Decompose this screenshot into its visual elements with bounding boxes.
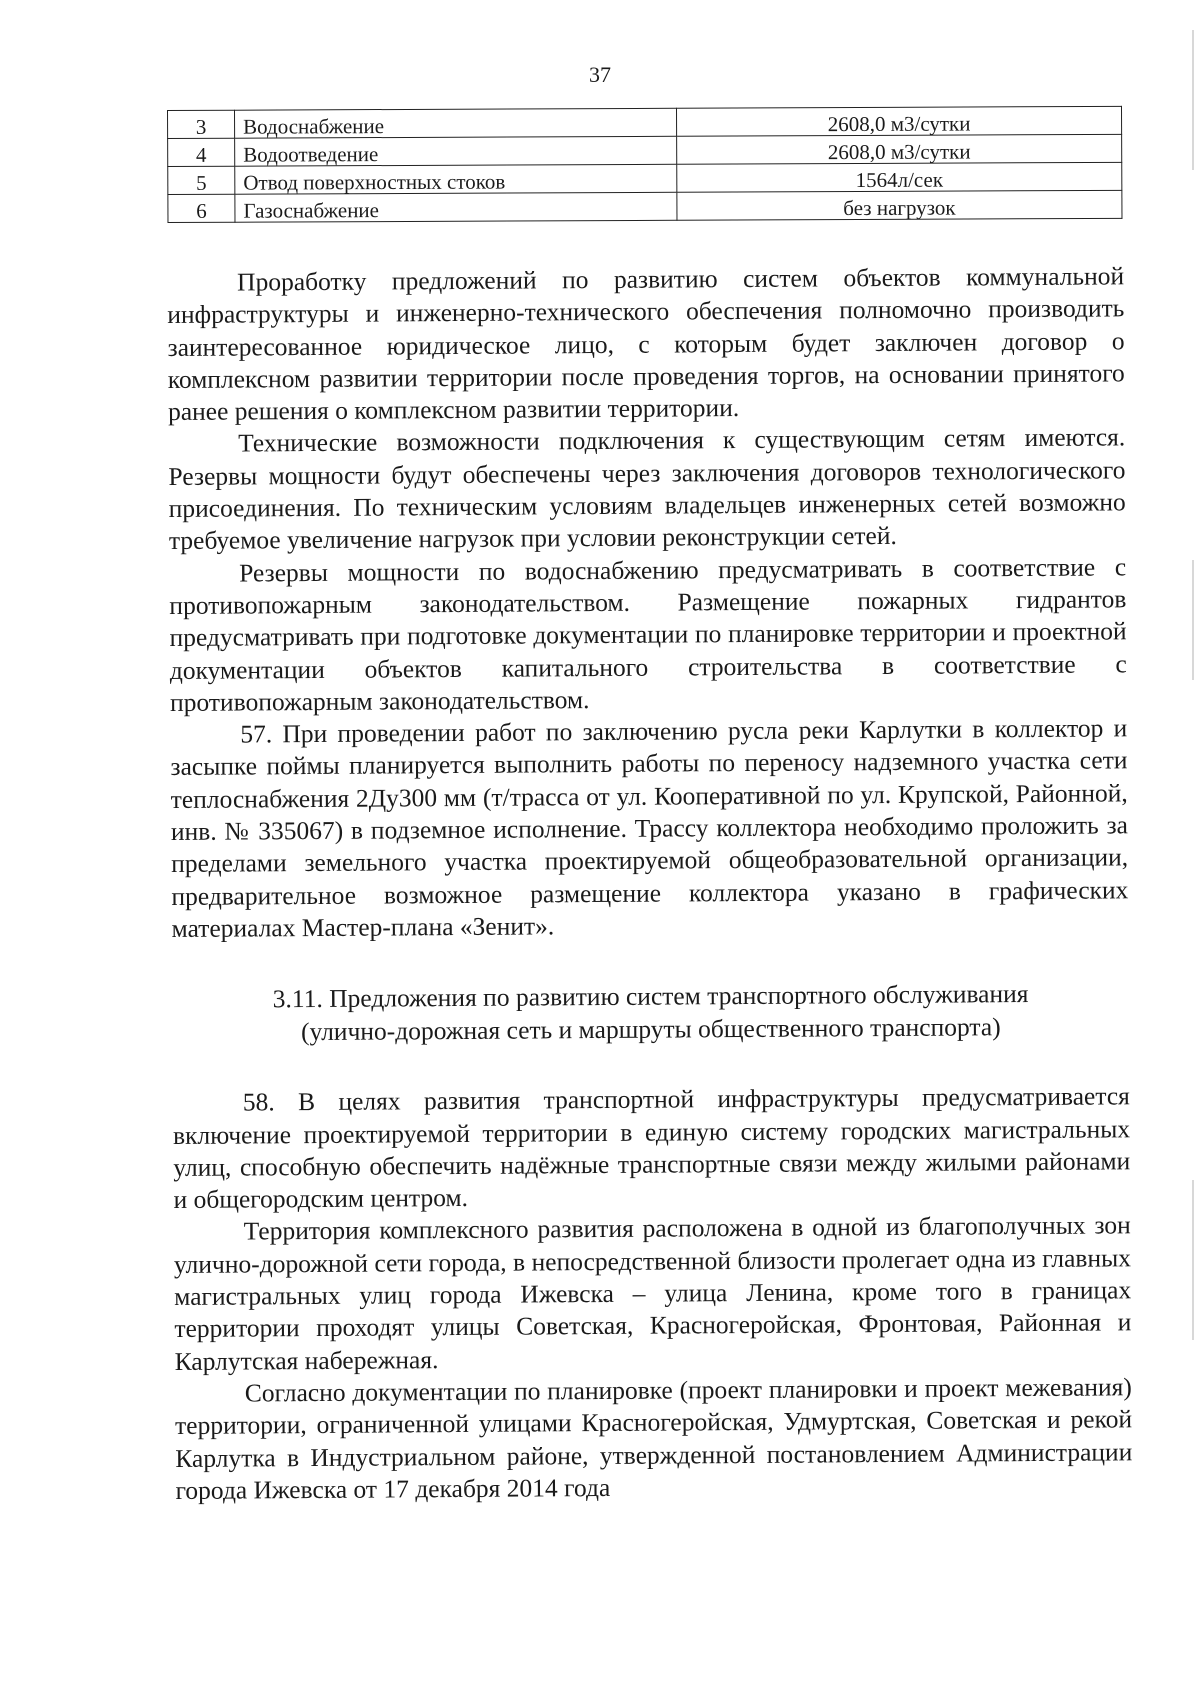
table-row [168,134,1122,166]
row-value: 1564л/сек [677,162,1122,192]
row-number: 3 [168,110,235,138]
scan-edge-mark [1192,560,1194,680]
table-row [168,162,1122,194]
paragraph: 58. В целях развития транспортной инфраструктуры предусматривается включение проектируемой территории в единую систему городских магистральных улиц, способную обеспечить надёжные транспортные связи между жилыми районами и общегородским центром. [172,1081,1131,1215]
scan-edge-mark [1192,1180,1194,1340]
scan-edge-mark [1192,30,1194,170]
row-value: 2608,0 м3/сутки [676,106,1121,136]
utilities-table [167,106,1122,223]
row-name: Водоотведение [235,136,677,166]
row-value: без нагрузок [677,190,1122,220]
row-name: Газоснабжение [235,192,677,222]
row-name: Отвод поверхностных стоков [235,164,677,194]
paragraph: Территория комплексного развития расположена в одной из благополучных зон улично-дорожной сети города, в непосредственной близости пролегает одна из главных магистральных улиц города Ижевска – улица Ленина, кроме того в границах территории проходят улицы Советская, Красногеройская, Фронтовая, Районная и Карлутская набережная. [173,1210,1132,1376]
paragraph: 57. При проведении работ по заключению русла реки Карлутки в коллектор и засыпке поймы планируется выполнить работы по переносу надземного участка сети теплоснабжения 2Ду300 мм (т/трасса от ул. Кооперативной по ул. Крупской, Районной, инв. № 335067) в подземное исполнение. Трассу коллектора необходимо проложить за пределами земельного участка проектируемой общеобразовательной организации, предварительное возможное размещение коллектора указано в графических материалах Мастер-плана «Зенит». [170,713,1129,943]
row-number: 4 [168,138,235,166]
row-number: 5 [168,166,235,194]
paragraph: Согласно документации по планировке (проект планировки и проект межевания) территории, ограниченной улицами Красногеройская, Удмуртская, Советская и рекой Карлутка в Индустриальном районе, утвержденной постановлением Администрации города Ижевска от 17 декабря 2014 года [174,1372,1133,1505]
page-number: 37 [589,62,611,87]
table-row [168,106,1122,138]
paragraph: Технические возможности подключения к существующим сетям имеются. Резервы мощности будут обеспечены через заключения договоров технологического присоединения. По техническим условиям владельцев инженерных сетей возможно требуемое увеличение нагрузок при условии реконструкции сетей. [168,422,1126,556]
row-value: 2608,0 м3/сутки [677,134,1122,164]
row-name: Водоснабжение [235,108,677,138]
document-body [167,260,1133,1507]
paragraph: Резервы мощности по водоснабжению предусматривать в соответствие с противопожарным законодательством. Размещение пожарных гидрантов предусматривать при подготовке документации по планировке территории и проектной документации объектов капитального строительства в соответствие с противопожарным законодательством. [169,551,1127,717]
table-row [168,190,1122,222]
section-heading: 3.11. Предложения по развитию систем транспортного обслуживания (улично-дорожная сеть и маршруты общественного транспорта) [272,979,1029,1047]
paragraph: Проработку предложений по развитию систем объектов коммунальной инфраструктуры и инженерно-технического обеспечения полномочно производить заинтересованное юридическое лицо, с которым будет заключен договор о комплексном развитии территории после проведения торгов, на основании принятого ранее решения о комплексном развитии территории. [167,261,1125,427]
row-number: 6 [168,194,235,222]
